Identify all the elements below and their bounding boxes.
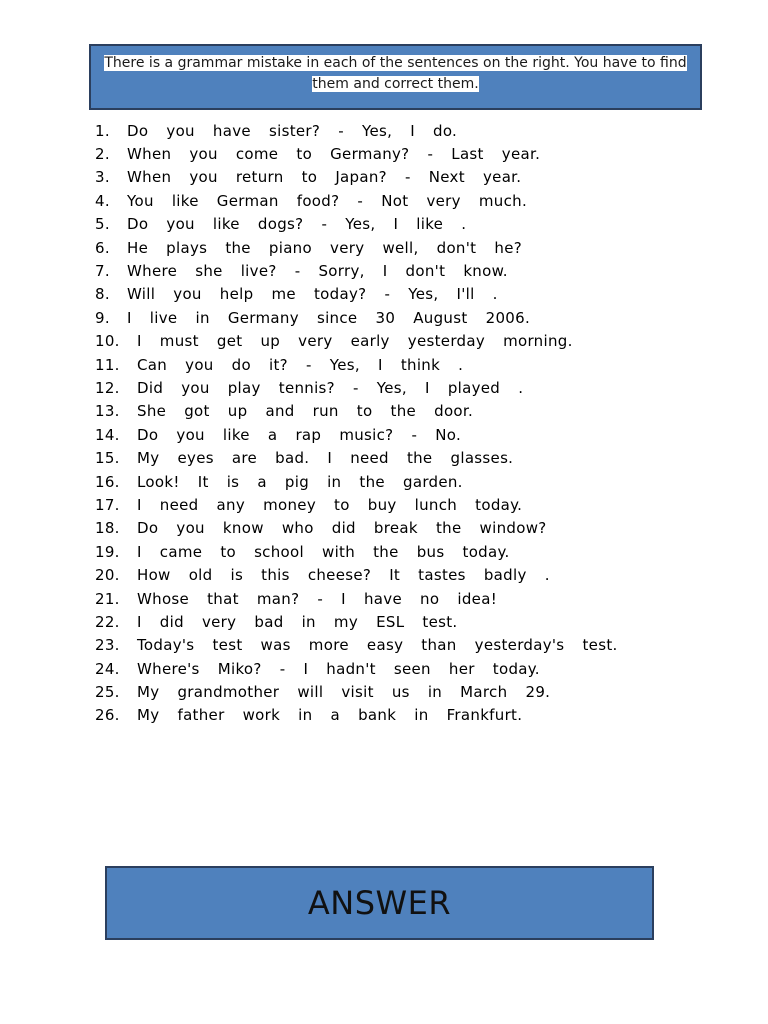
sentence-number: 9. [95,308,110,327]
sentence-row [95,236,618,259]
sentence-number: 23. [95,636,120,655]
sentence-text: Where she live? - Sorry, I don't know. [127,262,508,281]
sentence-text: Look! It is a pig in the garden. [137,472,463,491]
sentence-number: 17. [95,495,120,514]
sentence-number: 5. [95,215,110,234]
sentence-text: Will you help me today? - Yes, I'll . [127,285,498,304]
sentence-row [95,587,618,610]
sentence-number: 12. [95,378,120,397]
sentence-text: I must get up very early yesterday morning. [137,332,573,351]
sentence-text: Whose that man? - I have no idea! [137,589,498,608]
sentence-row [95,446,618,469]
sentence-row [95,517,618,540]
sentence-number: 8. [95,285,110,304]
sentence-number: 24. [95,659,120,678]
sentence-text: My eyes are bad. I need the glasses. [137,449,514,468]
sentence-number: 18. [95,519,120,538]
sentence-row [95,704,618,727]
sentence-row [95,166,618,189]
sentence-text: Can you do it? - Yes, I think . [137,355,464,374]
sentence-number: 4. [95,191,110,210]
sentence-text: Do you like dogs? - Yes, I like . [127,215,467,234]
sentence-row [95,423,618,446]
sentence-number: 25. [95,683,120,702]
sentence-row [95,283,618,306]
sentence-row [95,119,618,142]
sentence-number: 10. [95,332,120,351]
sentence-row [95,657,618,680]
sentence-row [95,563,618,586]
answer-label: ANSWER [307,884,452,922]
sentence-text: I did very bad in my ESL test. [137,612,458,631]
sentence-row [95,540,618,563]
sentence-row [95,330,618,353]
sentence-text: Do you like a rap music? - No. [137,425,462,444]
sentence-number: 14. [95,425,120,444]
sentence-text: She got up and run to the door. [137,402,474,421]
sentence-text: My father work in a bank in Frankfurt. [137,706,523,725]
sentence-text: Did you play tennis? - Yes, I played . [137,378,524,397]
sentence-number: 6. [95,238,110,257]
sentence-text: I need any money to buy lunch today. [137,495,523,514]
sentence-text: Do you know who did break the window? [137,519,547,538]
sentence-row [95,680,618,703]
sentence-row [95,376,618,399]
sentence-number: 26. [95,706,120,725]
sentence-row [95,259,618,282]
sentence-row [95,213,618,236]
sentence-row [95,142,618,165]
sentence-text: Today's test was more easy than yesterday's test. [137,636,618,655]
sentence-text: I came to school with the bus today. [137,542,510,561]
sentence-number: 22. [95,612,120,631]
sentence-number: 7. [95,262,110,281]
sentence-text: He plays the piano very well, don't he? [127,238,522,257]
sentence-number: 11. [95,355,120,374]
sentence-row [95,189,618,212]
sentence-number: 13. [95,402,120,421]
sentence-text: You like German food? - Not very much. [127,191,528,210]
instruction-inner [101,52,691,94]
sentence-text: My grandmother will visit us in March 29. [137,683,551,702]
sentence-number: 21. [95,589,120,608]
sentence-text: How old is this cheese? It tastes badly . [137,566,550,585]
sentence-row [95,400,618,423]
sentence-number: 15. [95,449,120,468]
sentence-number: 20. [95,566,120,585]
sentence-list [95,119,618,727]
sentence-text: Where's Miko? - I hadn't seen her today. [137,659,540,678]
sentence-text: When you return to Japan? - Next year. [127,168,522,187]
sentence-row [95,634,618,657]
sentence-number: 1. [95,121,110,140]
sentence-row [95,610,618,633]
sentence-number: 3. [95,168,110,187]
sentence-number: 2. [95,145,110,164]
sentence-number: 16. [95,472,120,491]
sentence-row [95,353,618,376]
instruction-text: There is a grammar mistake in each of the sentences on the right. You have to find them and correct them. [104,55,687,92]
sentence-row [95,470,618,493]
sentence-row [95,493,618,516]
instruction-box [89,44,702,110]
sentence-text: I live in Germany since 30 August 2006. [127,308,531,327]
sentence-text: When you come to Germany? - Last year. [127,145,541,164]
sentence-number: 19. [95,542,120,561]
sentence-text: Do you have sister? - Yes, I do. [127,121,458,140]
sentence-row [95,306,618,329]
answer-box[interactable] [105,866,654,940]
